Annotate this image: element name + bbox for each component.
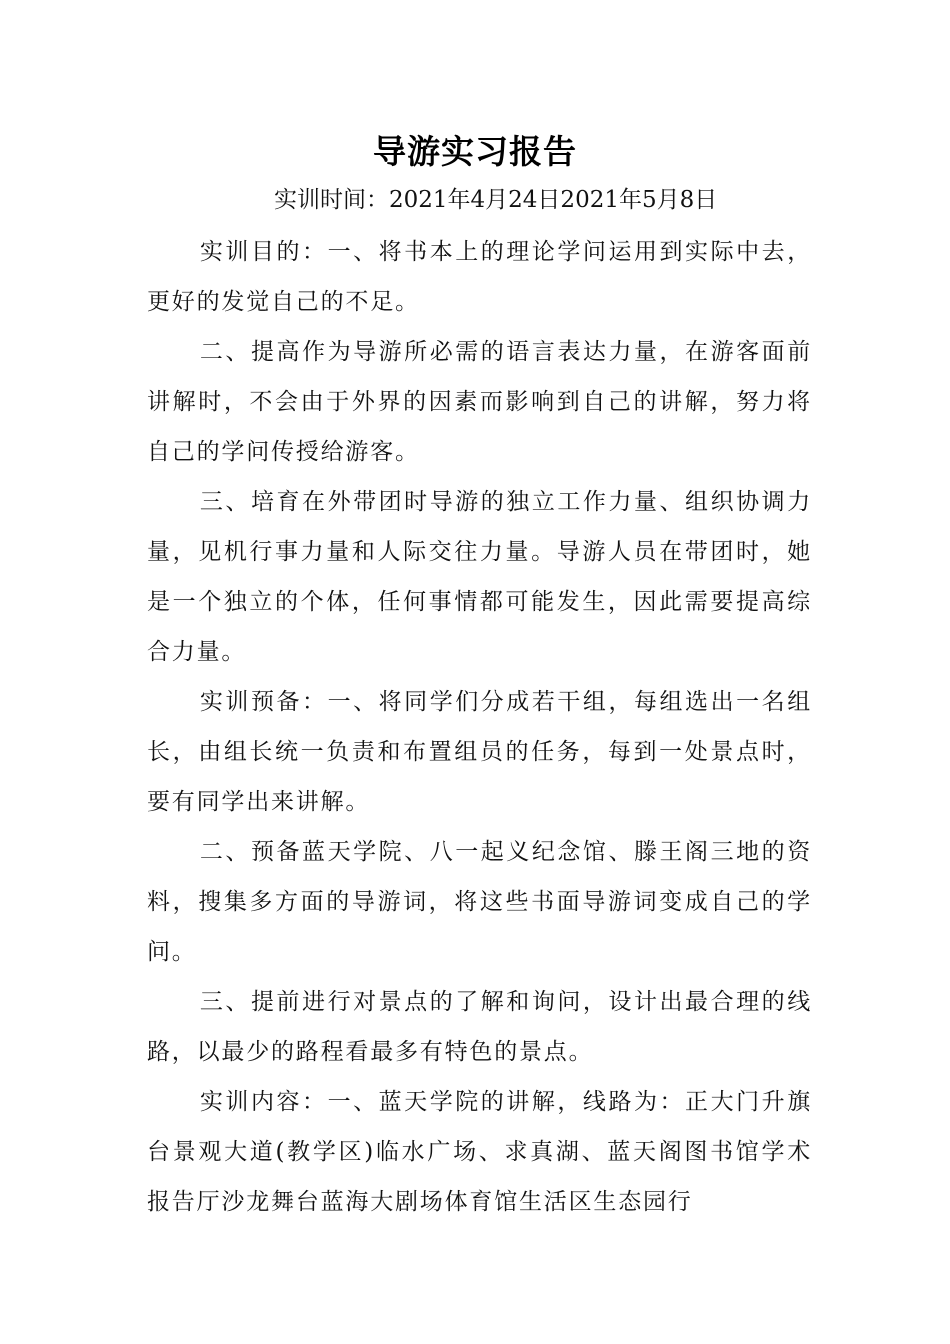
paragraph: 实训内容：一、蓝天学院的讲解，线路为：正大门升旗台景观大道(教学区)临水广场、求真湖、蓝天阁图书馆学术报告厅沙龙舞台蓝海大剧场体育馆生活区生态园行 xyxy=(147,1089,812,1215)
paragraph: 二、预备蓝天学院、八一起义纪念馆、滕王阁三地的资料，搜集多方面的导游词，将这些书面导游词变成自己的学问。 xyxy=(147,839,812,965)
paragraph: 二、提高作为导游所必需的语言表达力量，在游客面前讲解时，不会由于外界的因素而影响到自己的讲解，努力将自己的学问传授给游客。 xyxy=(147,339,812,465)
document-title: 导游实习报告 xyxy=(373,132,577,171)
paragraph: 三、培育在外带团时导游的独立工作力量、组织协调力量，见机行事力量和人际交往力量。导游人员在带团时，她是一个独立的个体，任何事情都可能发生，因此需要提高综合力量。 xyxy=(147,489,812,665)
paragraph: 实训目的：一、将书本上的理论学问运用到实际中去，更好的发觉自己的不足。 xyxy=(147,239,812,315)
document-body xyxy=(147,227,812,1227)
training-time: 实训时间：2021年4月24日2021年5月8日 xyxy=(274,187,718,213)
paragraph: 三、提前进行对景点的了解和询问，设计出最合理的线路，以最少的路程看最多有特色的景点。 xyxy=(147,989,812,1065)
paragraph: 实训预备：一、将同学们分成若干组，每组选出一名组长，由组长统一负责和布置组员的任务，每到一处景点时，要有同学出来讲解。 xyxy=(147,689,812,815)
